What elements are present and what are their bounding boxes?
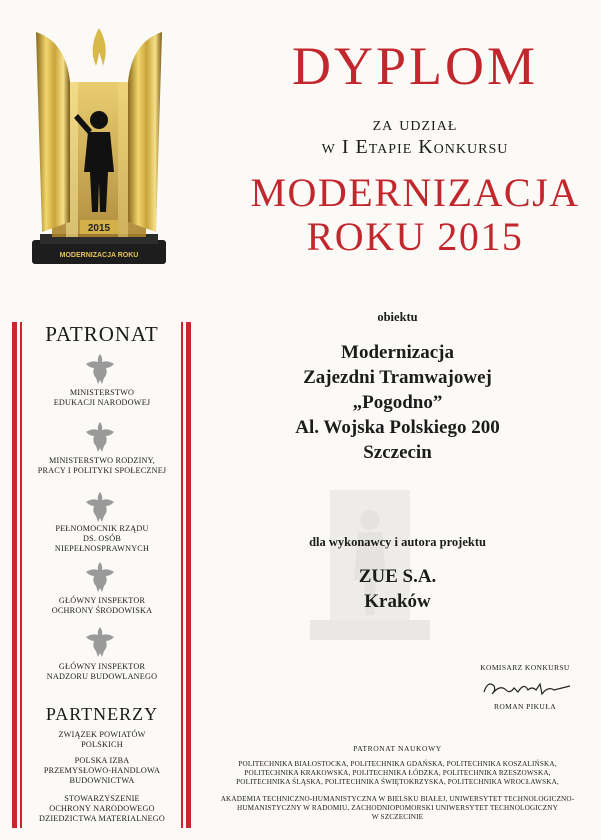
scientific-patronage-line: AKADEMIA TECHNICZNO-HUMANISTYCZNA W BIELSKU BIAŁEJ, UNIWERSYTET TECHNOLOGICZNO-	[220, 795, 575, 803]
side-band-border	[186, 322, 191, 828]
eagle-emblem-icon	[84, 490, 116, 524]
subtitle-line-2: w I Etapie Konkursu	[321, 136, 509, 158]
handwritten-signature	[478, 676, 574, 700]
signature-role: KOMISARZ KONKURSU	[480, 663, 570, 672]
partner-item: STOWARZYSZENIE OCHRONY NARODOWEGO DZIEDZICTWA MATERIALNEGO	[39, 794, 165, 823]
recipient-label: dla wykonawcy i autora projektu	[309, 535, 486, 549]
object-line: Zajezdni Tramwajowej	[303, 367, 492, 388]
scientific-patronage-line: HUMANISTYCZNY W RADOMIU, ZACHODNIOPOMORSKI UNIWERSYTET TECHNOLOGICZNY	[236, 804, 558, 812]
subtitle-line-1: za udział	[372, 113, 458, 135]
diploma-title: DYPLOM	[291, 36, 539, 96]
object-line: Al. Wojska Polskiego 200	[295, 417, 500, 438]
scientific-patronage-line: POLITECHNIKA KRAKOWSKA, POLITECHNIKA ŁÓDZKA, POLITECHNIKA RZESZOWSKA,	[244, 769, 551, 777]
patronat-item: GŁÓWNY INSPEKTOR NADZORU BUDOWLANEGO	[46, 662, 158, 681]
patronat-item: MINISTERSTWO EDUKACJI NARODOWEJ	[53, 388, 151, 407]
side-band-border	[181, 322, 183, 828]
partnerzy-heading: PARTNERZY	[45, 704, 159, 724]
scientific-patronage-line: POLITECHNIKA ŚLĄSKA, POLITECHNIKA ŚWIĘTOKRZYSKA, POLITECHNIKA WROCŁAWSKA,	[236, 778, 559, 786]
partner-item: POLSKA IZBA PRZEMYSŁOWO-HANDLOWA BUDOWNICTWA	[43, 756, 161, 785]
object-line: Modernizacja	[341, 342, 454, 363]
scientific-patronage-line: W SZCZECINIE	[371, 813, 424, 821]
trophy-year: 2015	[87, 223, 111, 234]
object-label: obiektu	[377, 310, 418, 324]
scientific-patronage-line: POLITECHNIKA BIAŁOSTOCKA, POLITECHNIKA GDAŃSKA, POLITECHNIKA KOSZALIŃSKA,	[238, 760, 557, 768]
patronat-heading: PATRONAT	[45, 322, 159, 346]
scientific-patronage-heading: PATRONAT NAUKOWY	[353, 744, 442, 753]
side-band-border	[20, 322, 22, 828]
object-line: Szczecin	[363, 442, 432, 463]
side-band-border	[12, 322, 17, 828]
trophy-image	[26, 22, 172, 272]
partner-item: ZWIĄZEK POWIATÓW POLSKICH	[58, 730, 146, 749]
patronat-item: MINISTERSTWO RODZINY, PRACY I POLITYKI SPOŁECZNEJ	[37, 456, 167, 475]
object-line: „Pogodno”	[352, 392, 443, 413]
contractor-name: ZUE S.A.	[358, 566, 437, 587]
eagle-emblem-icon	[84, 560, 116, 594]
eagle-emblem-icon	[84, 420, 116, 454]
contest-name-line-1: MODERNIZACJA	[250, 170, 580, 215]
signature-name: ROMAN PIKUŁA	[493, 702, 557, 711]
contractor-city: Kraków	[364, 591, 431, 612]
eagle-emblem-icon	[84, 352, 116, 386]
patronat-item: PEŁNOMOCNIK RZĄDU DS. OSÓB NIEPEŁNOSPRAWNYCH	[54, 524, 150, 553]
patronat-item: GŁÓWNY INSPEKTOR OCHRONY ŚRODOWISKA	[51, 596, 153, 615]
trophy-plaque: MODERNIZACJA ROKU	[59, 252, 139, 259]
eagle-emblem-icon	[84, 625, 116, 659]
contest-name-line-2: ROKU 2015	[306, 214, 524, 259]
trophy-watermark	[300, 470, 440, 645]
